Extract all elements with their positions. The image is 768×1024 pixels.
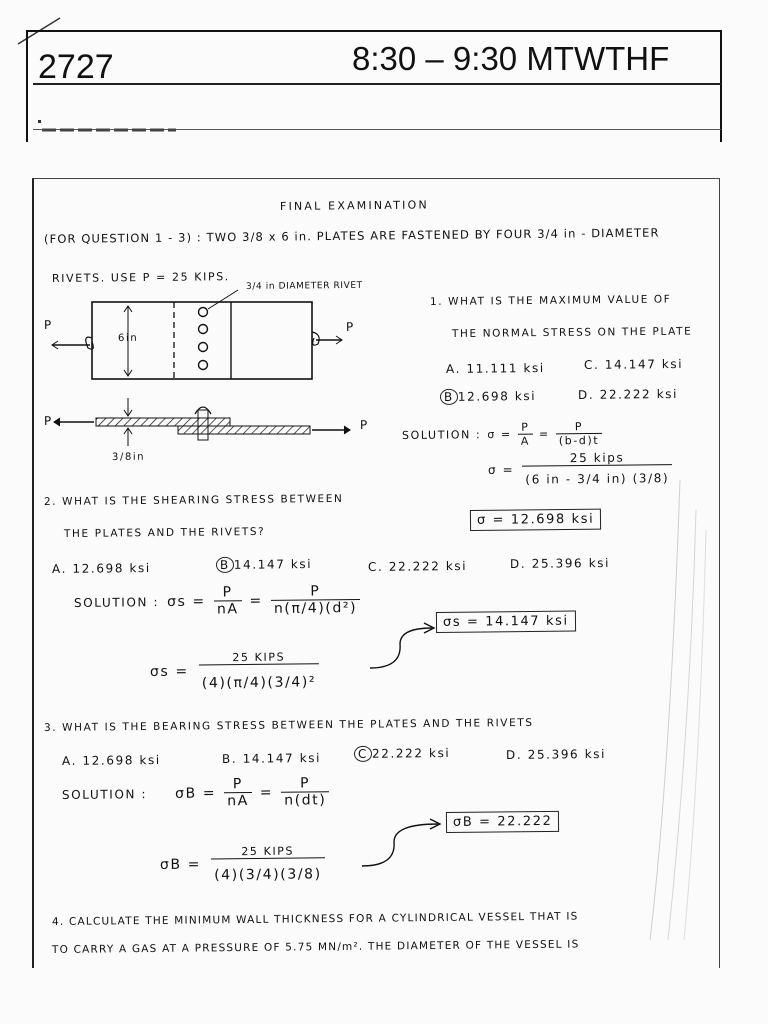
q2-frac-1 (214, 584, 242, 617)
q3-answer-box: σB = 22.222 (446, 811, 560, 833)
q2-solution-sigma: σs = (167, 593, 206, 610)
q2-frac-1-den: nA (216, 601, 239, 618)
q1-frac-1 (518, 421, 533, 448)
q3-frac-2-den: n(dt) (284, 792, 327, 809)
q2-line-1: 2. WHAT IS THE SHEARING STRESS BETWEEN (43, 492, 344, 508)
q1-option-d: D. 22.222 ksi (577, 386, 679, 402)
equals-sign: = (249, 592, 263, 609)
width-label: 6in (117, 332, 139, 344)
q3-option-d: D. 25.396 ksi (505, 746, 607, 762)
q2-solution-2-den: (4)(π/4)(3/4)² (201, 674, 317, 692)
course-code: 2727 (38, 48, 114, 86)
q2-option-b (216, 557, 312, 572)
q2-option-b-text: 14.147 ksi (233, 556, 313, 572)
q3-line-1: 3. WHAT IS THE BEARING STRESS BETWEEN THE PLATES AND THE RIVETS (43, 716, 534, 734)
q2-frac-2-num: P (271, 583, 360, 601)
q2-answer-box: σs = 14.147 ksi (436, 611, 576, 633)
q1-line-1: 1. WHAT IS THE MAXIMUM VALUE OF (429, 293, 672, 308)
load-label-right-2: P (359, 417, 369, 432)
q3-solution-2-sigma: σB = (159, 856, 202, 873)
q2-solution-2-num: 25 KIPS (199, 650, 319, 665)
pencil-strokes (640, 470, 710, 950)
q1-frac-2 (556, 420, 603, 447)
q2-frac-2 (271, 583, 361, 617)
q1-option-b (440, 389, 536, 404)
equals-sign: = (538, 427, 550, 441)
q1-solution-label: SOLUTION : (401, 428, 482, 442)
q2-frac-2-den: n(π/4)(d²) (273, 600, 358, 617)
q1-frac-2-num: P (556, 420, 603, 434)
q1-option-c: C. 14.147 ksi (583, 356, 684, 372)
equals-sign: = (259, 784, 274, 801)
rivet-label: 3/4 in DIAMETER RIVET (245, 280, 363, 292)
q2-option-d: D. 25.396 ksi (509, 555, 611, 571)
intro-line-2: RIVETS. USE P = 25 KIPS. (51, 270, 230, 285)
q3-frac-2 (281, 775, 330, 809)
q3-solution-1 (62, 775, 330, 811)
q1-answer-box: σ = 12.698 ksi (470, 509, 602, 531)
q1-solution-1 (402, 420, 602, 449)
q2-solution-2-sigma: σs = (149, 663, 189, 680)
load-label-left-2: P (43, 413, 53, 428)
q3-option-a: A. 12.698 ksi (61, 752, 161, 768)
q3-solution-label: SOLUTION : (61, 786, 148, 802)
q2-selected-mark: B (216, 557, 234, 573)
q4-line-2: TO CARRY A GAS AT A PRESSURE OF 5.75 MN/m². THE DIAMETER OF THE VESSEL IS (51, 938, 580, 956)
q2-solution-2-frac (199, 650, 320, 691)
load-label-right: P (345, 319, 355, 334)
q2-solution-2 (150, 650, 319, 692)
q1-solution-2-sigma: σ = (487, 462, 515, 477)
q3-solution-sigma: σB = (175, 784, 217, 802)
q2-solution-1 (74, 583, 360, 619)
q2-frac-1-num: P (214, 584, 242, 601)
q2-line-2: THE PLATES AND THE RIVETS? (63, 525, 266, 540)
q3-solution-2-frac (211, 844, 325, 883)
thickness-label: 3/8in (111, 451, 146, 463)
q3-option-b: B. 14.147 ksi (221, 750, 322, 766)
q1-frac-2-den: (b-d)t (558, 433, 600, 448)
q1-frac-1-num: P (518, 421, 533, 435)
q1-option-b-text: 12.698 ksi (457, 388, 537, 404)
riveted-plate-figure (38, 282, 378, 472)
q4-line-1: 4. CALCULATE THE MINIMUM WALL THICKNESS FOR A CYLINDRICAL VESSEL THAT IS (51, 910, 579, 928)
q1-solution-sigma: σ = (487, 427, 512, 442)
q3-option-c-text: 22.222 ksi (371, 745, 451, 761)
q3-option-c (354, 746, 450, 761)
load-label-left: P (43, 317, 53, 332)
q2-option-a: A. 12.698 ksi (51, 560, 151, 576)
q1-option-a: A. 11.111 ksi (445, 360, 545, 376)
q3-frac-2-num: P (281, 775, 329, 793)
q2-solution-label: SOLUTION : (73, 594, 160, 610)
q3-selected-mark: C (354, 746, 372, 762)
q1-frac-1-den: A (520, 434, 531, 448)
q2-arrow (362, 618, 442, 678)
q3-arrow (356, 812, 446, 872)
q3-frac-1-num: P (224, 776, 252, 793)
q1-solution-2-den: (6 in - 3/4 in) (3/8) (525, 471, 670, 487)
q1-solution-2-num: 25 kips (522, 450, 672, 467)
q2-option-c: C. 22.222 ksi (367, 558, 468, 574)
q3-solution-2-den: (4)(3/4)(3/8) (214, 866, 322, 884)
q3-frac-1 (224, 776, 252, 809)
q3-solution-2-num: 25 KIPS (211, 844, 325, 859)
q1-line-2: THE NORMAL STRESS ON THE PLATE (451, 325, 693, 340)
intro-line-1: (FOR QUESTION 1 - 3) : TWO 3/8 x 6 in. PLATES ARE FASTENED BY FOUR 3/4 in - DIAMETER (43, 225, 660, 246)
header-divider (33, 83, 721, 85)
q3-solution-2 (160, 844, 325, 884)
exam-title: FINAL EXAMINATION (279, 198, 429, 213)
scan-artifact (36, 118, 176, 134)
q1-selected-mark: B (440, 389, 458, 405)
schedule: 8:30 – 9:30 MTWTHF (352, 40, 670, 77)
q3-frac-1-den: nA (227, 793, 249, 810)
